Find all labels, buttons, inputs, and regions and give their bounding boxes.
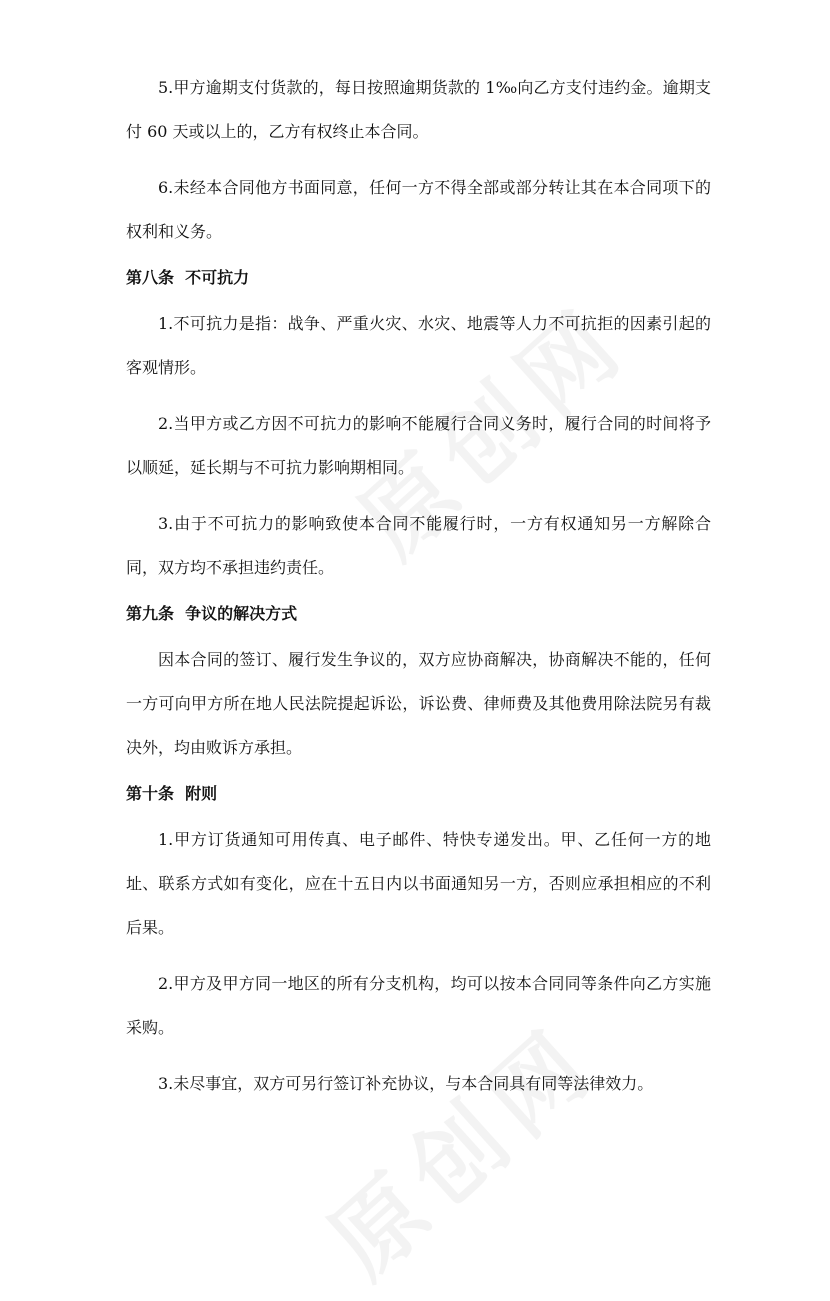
- section-heading-force-majeure: 第八条 不可抗力: [126, 268, 250, 287]
- document-body: [126, 66, 711, 1118]
- section-heading-supplementary: 第十条 附则: [126, 784, 218, 803]
- clause-paragraph: 2.甲方及甲方同一地区的所有分支机构，均可以按本合同同等条件向乙方实施采购。: [126, 974, 711, 1037]
- clause-paragraph: 1.甲方订货通知可用传真、电子邮件、特快专递发出。甲、乙任何一方的地址、联系方式如有变化，应在十五日内以书面通知另一方，否则应承担相应的不利后果。: [126, 830, 711, 937]
- clause-paragraph: 6.未经本合同他方书面同意，任何一方不得全部或部分转让其在本合同项下的权利和义务。: [126, 178, 711, 241]
- section-heading-dispute-resolution: 第九条 争议的解决方式: [126, 604, 298, 623]
- clause-paragraph: 5.甲方逾期支付货款的，每日按照逾期货款的 1‰向乙方支付违约金。逾期支付 60 天或以上的，乙方有权终止本合同。: [126, 78, 711, 141]
- clause-paragraph: 3.未尽事宜，双方可另行签订补充协议，与本合同具有同等法律效力。: [158, 1074, 654, 1093]
- clause-paragraph: 3.由于不可抗力的影响致使本合同不能履行时，一方有权通知另一方解除合同，双方均不承担违约责任。: [126, 514, 711, 577]
- clause-paragraph: 1.不可抗力是指：战争、严重火灾、水灾、地震等人力不可抗拒的因素引起的客观情形。: [126, 314, 711, 377]
- clause-paragraph: 因本合同的签订、履行发生争议的，双方应协商解决，协商解决不能的，任何一方可向甲方所在地人民法院提起诉讼，诉讼费、律师费及其他费用除法院另有裁决外，均由败诉方承担。: [126, 650, 711, 757]
- clause-paragraph: 2.当甲方或乙方因不可抗力的影响不能履行合同义务时，履行合同的时间将予以顺延，延长期与不可抗力影响期相同。: [126, 414, 711, 477]
